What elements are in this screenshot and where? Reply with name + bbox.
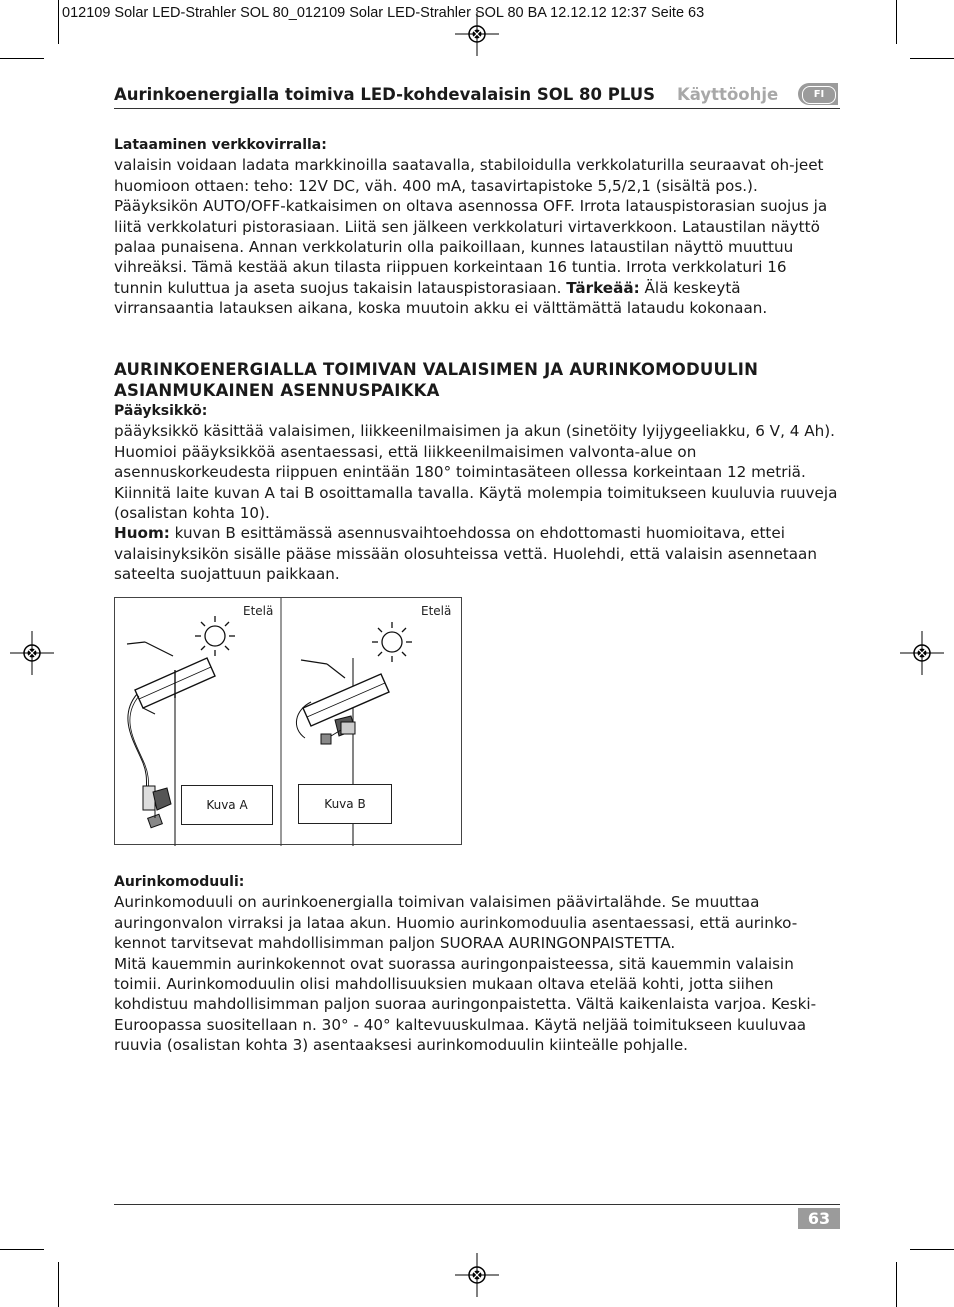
print-slug: 012109 Solar LED-Strahler SOL 80_012109 Solar LED-Strahler SOL 80 BA 12.12.12 12:37 Seite 63 bbox=[62, 5, 705, 21]
crop-mark bbox=[910, 58, 954, 59]
registration-mark-icon bbox=[10, 631, 54, 675]
crop-mark bbox=[896, 1262, 897, 1307]
solar-module-icon bbox=[127, 642, 215, 714]
section-heading: Aurinkomoduuli: bbox=[114, 874, 245, 890]
important-text: Älä keskeytä virransaantia latauksen aikana, koska muutoin akku ei välttämättä lataudu kokonaan. bbox=[114, 278, 768, 318]
registration-mark-icon bbox=[455, 1253, 499, 1297]
crop-mark bbox=[58, 1262, 59, 1307]
sun-icon bbox=[195, 616, 235, 656]
crop-mark bbox=[0, 58, 44, 59]
crop-mark bbox=[0, 1249, 44, 1250]
figure-caption-b: Kuva B bbox=[298, 784, 392, 824]
registration-mark-icon bbox=[900, 631, 944, 675]
paragraph bbox=[114, 155, 840, 318]
sub-heading: Pääyksikkö: bbox=[114, 403, 208, 419]
crop-mark bbox=[910, 1249, 954, 1250]
crop-mark bbox=[58, 0, 59, 44]
header-divider bbox=[114, 108, 840, 109]
solar-module-icon bbox=[301, 660, 389, 726]
installation-illustration bbox=[115, 598, 463, 846]
note-text: kuvan B esittämässä asennusvaihtoehdossa on ehdottomasti huomioitava, ettei valaisinyksikön sisälle pääse missään olosuhteissa vettä. Huolehdi, että valaisin asennetaan sateelta suojattuun paikkaan. bbox=[114, 524, 817, 584]
footer-divider bbox=[114, 1204, 840, 1205]
language-code: FI bbox=[802, 86, 836, 104]
page-number: 63 bbox=[798, 1208, 840, 1229]
paragraph: Mitä kauemmin aurinkokennot ovat suorassa auringonpaisteessa, sitä kauemmin valaisin toimii. Aurinkomoduulin olisi mahdollisuuksien mukaan oltava etelää kohti, jotta siihen kohdistuu mahdollisimman paljon suoraa auringonpaistetta. Vältä kaikenlaista varjoa. Keski-Euroopassa suositellaan n. 30° - 40° kaltevuuskulmaa. Käytä neljää toimitukseen kuuluvaa ruuvia (osalistan kohta 3) asentaaksesi aurinkomoduulin kiinteälle pohjalle. bbox=[114, 954, 817, 1055]
paragraph-text: pääyksikkö käsittää valaisimen, liikkeenilmaisimen ja akun (sinetöity lyijygeeliakku, 6 V, 4 Ah). Huomioi pääyksikköä asentaessasi, että liikkeenilmaisimen valvonta-alue on asennuskorkeudesta riippuen enintään 180° toimintasäteen ollessa korkeintaan 12 metriä. Kiinnitä laite kuvan A tai B osoittamalla tavalla. Käytä molempia toimitukseen kuuluvia ruuveja (osalistan kohta 10). bbox=[114, 422, 838, 523]
section-heading: AURINKOENERGIALLA TOIMIVAN VALAISIMEN JA AURINKOMODUULIN ASIANMUKAINEN ASENNUSPAIKKA bbox=[114, 360, 759, 400]
led-lamp-icon bbox=[321, 716, 355, 744]
direction-label-south: Etelä bbox=[243, 604, 274, 618]
section-solar-module bbox=[114, 872, 840, 1056]
section-mains-charging bbox=[114, 135, 840, 319]
important-label: Tärkeää: bbox=[566, 278, 640, 297]
note-label: Huom: bbox=[114, 524, 170, 543]
section-installation-location bbox=[114, 360, 840, 585]
registration-mark-icon bbox=[455, 12, 499, 56]
paragraph: Aurinkomoduuli on aurinkoenergialla toimivan valaisimen päävirtalähde. Se muuttaa auringonvalon virraksi ja lataa akun. Huomio aurinkomoduulia asentaessasi, että aurinko-kennot tarvitsevat mahdollisimman paljon SUORAA AURINGONPAISTETTA. bbox=[114, 893, 798, 953]
direction-label-south: Etelä bbox=[421, 604, 452, 618]
section-heading: Lataaminen verkkovirralla: bbox=[114, 137, 327, 153]
crop-mark bbox=[896, 0, 897, 44]
page-header-subtitle: Käyttöohje bbox=[677, 85, 779, 104]
paragraph bbox=[114, 421, 840, 584]
led-lamp-icon bbox=[143, 786, 171, 828]
sun-icon bbox=[372, 622, 412, 662]
paragraph-text: valaisin voidaan ladata markkinoilla saatavalla, stabiloidulla verkkolaturilla seuraavat oh-jeet huomioon ottaen: teho: 12V DC, väh. 400 mA, tasavirtapistoke 5,5/2,1 (sisältä pos.). Pääyksikön AUTO/OFF-katkaisimen on oltava asennossa OFF. Irrota latauspistorasian suojus ja liitä verkkolaturi pistorasiaan. Liitä sen jälkeen verkkolaturi virtaverkkoon. Lataustilan näyttö palaa punaisena. Annan verkkolaturin olla paikoillaan, kunnes lataustilan näyttö muuttuu vihreäksi. Tämä kestää akun tilasta riippuen korkeintaan 16 tuntia. Irrota verkkolaturi 16 tunnin kuluttua ja aseta suojus takaisin latauspistorasiaan. bbox=[114, 156, 828, 297]
installation-figure bbox=[114, 597, 462, 845]
figure-caption-a: Kuva A bbox=[181, 785, 273, 825]
page-header-title: Aurinkoenergialla toimiva LED-kohdevalaisin SOL 80 PLUS bbox=[114, 85, 656, 104]
